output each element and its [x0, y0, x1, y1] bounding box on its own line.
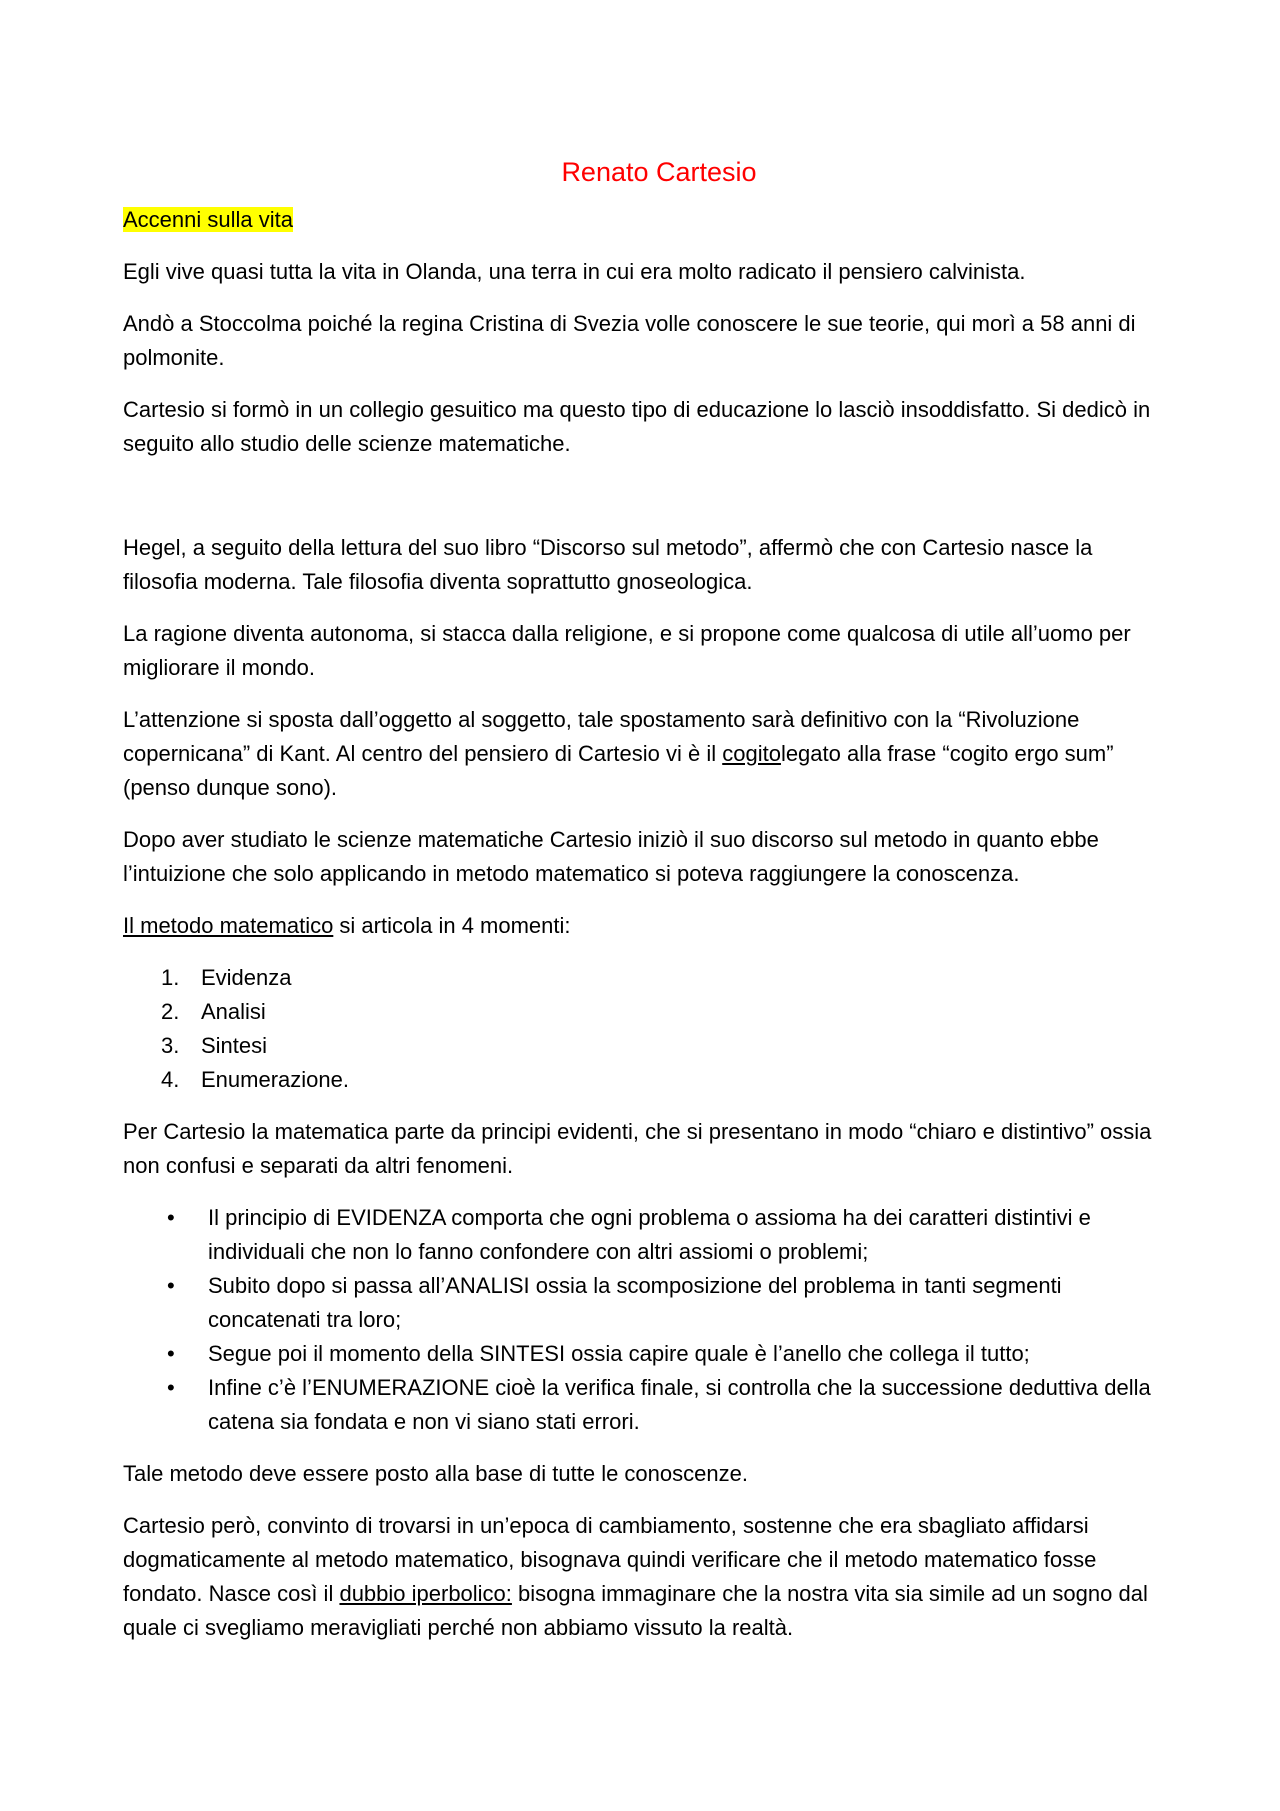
- metodo-intro: Il metodo matematico si articola in 4 momenti:: [123, 913, 571, 938]
- bullet-icon: •: [167, 1205, 175, 1230]
- list-item: • Infine c’è l’ENUMERAZIONE cioè la verifica finale, si controlla che la successione deduttiva della catena sia fondata e non vi siano stati errori.: [123, 1371, 1173, 1439]
- numbered-list: [123, 961, 1173, 1097]
- list-item: • Il principio di EVIDENZA comporta che ogni problema o assioma ha dei caratteri distintivi e individuali che non lo fanno confondere con altri assiomi o problemi;: [123, 1201, 1173, 1269]
- list-item: 2. Analisi: [161, 999, 266, 1024]
- underlined-dubbio: dubbio iperbolico:: [339, 1581, 512, 1606]
- underlined-cogito: cogito: [722, 741, 781, 766]
- bullet-icon: •: [167, 1341, 175, 1366]
- paragraph: Cartesio si formò in un collegio gesuitico ma questo tipo di educazione lo lasciò insoddisfatto. Si dedicò in seguito allo studio delle scienze matematiche.: [123, 397, 1151, 456]
- bullet-icon: •: [167, 1273, 175, 1298]
- bullet-list: [123, 1201, 1173, 1439]
- list-item: • Subito dopo si passa all’ANALISI ossia la scomposizione del problema in tanti segmenti concatenati tra loro;: [123, 1269, 1173, 1337]
- cogito-paragraph: L’attenzione si sposta dall’oggetto al soggetto, tale spostamento sarà definitivo con la “Rivoluzione copernicana” di Kant. Al centro del pensiero di Cartesio vi è il cogitolegato alla frase “cogito ergo sum” (penso dunque sono).: [123, 707, 1114, 800]
- underlined-metodo: Il metodo matematico: [123, 913, 334, 938]
- dubbio-paragraph: Cartesio però, convinto di trovarsi in un’epoca di cambiamento, sostenne che era sbagliato affidarsi dogmaticamente al metodo matematico, bisognava quindi verificare che il metodo matematico fosse fondato. Nasce così il dubbio iperbolico: bisogna immaginare che la nostra vita sia simile ad un sogno dal quale ci svegliamo meravigliati perché non abbiamo vissuto la realtà.: [123, 1513, 1148, 1640]
- list-item: • Segue poi il momento della SINTESI ossia capire quale è l’anello che collega il tutto;: [123, 1337, 1173, 1371]
- list-item: 3. Sintesi: [161, 1033, 268, 1058]
- paragraph: Egli vive quasi tutta la vita in Olanda, una terra in cui era molto radicato il pensiero calvinista.: [123, 259, 1026, 284]
- paragraph: Tale metodo deve essere posto alla base di tutte le conoscenze.: [123, 1461, 748, 1486]
- page-title: Renato Cartesio: [561, 157, 757, 187]
- empty-line: [123, 479, 1173, 531]
- bullet-icon: •: [167, 1375, 175, 1400]
- section-heading: [123, 203, 1173, 237]
- paragraph: Andò a Stoccolma poiché la regina Cristina di Svezia volle conoscere le sue teorie, qui morì a 58 anni di polmonite.: [123, 311, 1136, 370]
- document-body: [123, 152, 1173, 1663]
- paragraph: Dopo aver studiato le scienze matematiche Cartesio iniziò il suo discorso sul metodo in quanto ebbe l’intuizione che solo applicando in metodo matematico si poteva raggiungere la conoscenza.: [123, 827, 1099, 886]
- list-item: 1. Evidenza: [161, 965, 292, 990]
- paragraph: La ragione diventa autonoma, si stacca dalla religione, e si propone come qualcosa di utile all’uomo per migliorare il mondo.: [123, 621, 1131, 680]
- paragraph: Hegel, a seguito della lettura del suo libro “Discorso sul metodo”, affermò che con Cartesio nasce la filosofia moderna. Tale filosofia diventa soprattutto gnoseologica.: [123, 535, 1093, 594]
- paragraph: Per Cartesio la matematica parte da principi evidenti, che si presentano in modo “chiaro e distintivo” ossia non confusi e separati da altri fenomeni.: [123, 1119, 1152, 1178]
- highlighted-heading: Accenni sulla vita: [123, 207, 293, 232]
- list-item: 4. Enumerazione.: [161, 1067, 349, 1092]
